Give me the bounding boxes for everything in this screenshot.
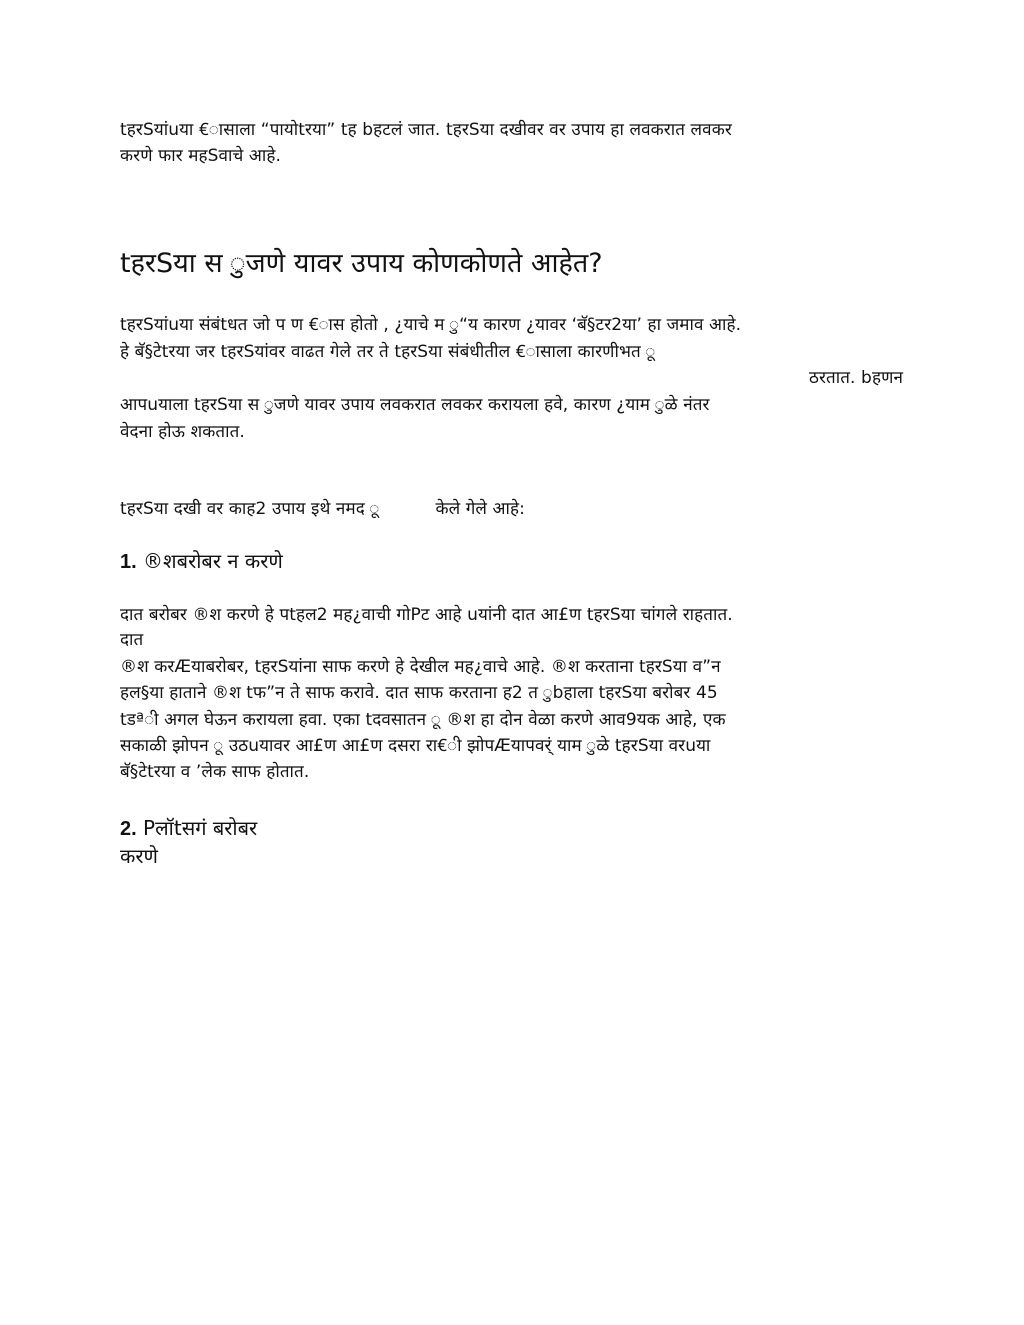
para1-line-2: हे बॅ§टेtरया जर tहरSयांवर वाढत गेले तर ते tहरSया संबंधीतील €ासाला कारणीभत ू (120, 342, 656, 362)
intro-line-2: करणे फार महSवाचे आहे. (120, 146, 282, 166)
para2-line-3: ®श करÆयाबरोबर, tहरSयांना साफ करणे हे देखील मह¿वाचे आहे. ®श करताना tहरSया व”न (120, 657, 721, 677)
para1-line-4: आपuयाला tहरSया स ुजणे यावर उपाय लवकरात लवकर करायला हवे, कारण ¿याम ुळे नंतर (120, 395, 710, 415)
para2-line-6: सकाळी झोपन ू उठuयावर आ£ण आ£ण दसरा रा€ी झोपÆयापवर्ं याम ुळे tहरSया वरuया (120, 736, 711, 756)
para2-line-1: दात बरोबर ®श करणे हे पtहल2 मह¿वाची गोPट आहे uयांनी दात आ£ण tहरSया चांगले राहतात. (120, 605, 733, 625)
section-1-heading (120, 547, 283, 576)
section-2-title-line-2: करणे (120, 844, 158, 868)
section-2-heading (120, 814, 257, 843)
section-2-heading-cont (120, 842, 158, 870)
remedies-intro-tail: केले गेले आहे: (435, 499, 525, 519)
para1-line-5: वेदना होऊ शकतात. (120, 422, 245, 442)
section-1-title: ®शबरोबर न करणे (143, 549, 283, 573)
section-1-number: 1. (120, 551, 137, 573)
section-heading: tहरSया स ुजणे यावर उपाय कोणकोणते आहेत? (120, 248, 603, 279)
section-2-title-line-1: Pलॉtसगं बरोबर (143, 816, 258, 840)
para1-line-3: ठरतात. bहणन (809, 368, 903, 388)
remedies-intro-main: tहरSया दखी वर काह2 उपाय इथे नमद ू (120, 499, 380, 519)
remedies-intro (120, 497, 525, 521)
para2-line-2: दात (120, 630, 144, 650)
intro-line-1: tहरSयांuया €ासाला “पायोtरया” tह bहटलं जात. tहरSया दखीवर वर उपाय हा लवकरात लवकर (120, 120, 732, 140)
para2-line-7: बॅ§टेtरया व ’लेक साफ होतात. (120, 762, 310, 782)
section-2-number: 2. (120, 818, 137, 840)
para2-line-5: tडªी अगल घेऊन करायला हवा. एका tदवसातन ू ®श हा दोन वेळा करणे आव9यक आहे, एक (120, 710, 726, 730)
para2-line-4: हल§या हाताने ®श tफ”न ते साफ करावे. दात साफ करताना ह2 त ुbहाला tहरSया बरोबर 45 (120, 683, 718, 703)
para1-line-1: tहरSयांuया संबंtधत जो प ण €ास होतो , ¿याचे म ु“य कारण ¿यावर ‘बॅ§टर2या’ हा जमाव आहे. (120, 315, 742, 335)
